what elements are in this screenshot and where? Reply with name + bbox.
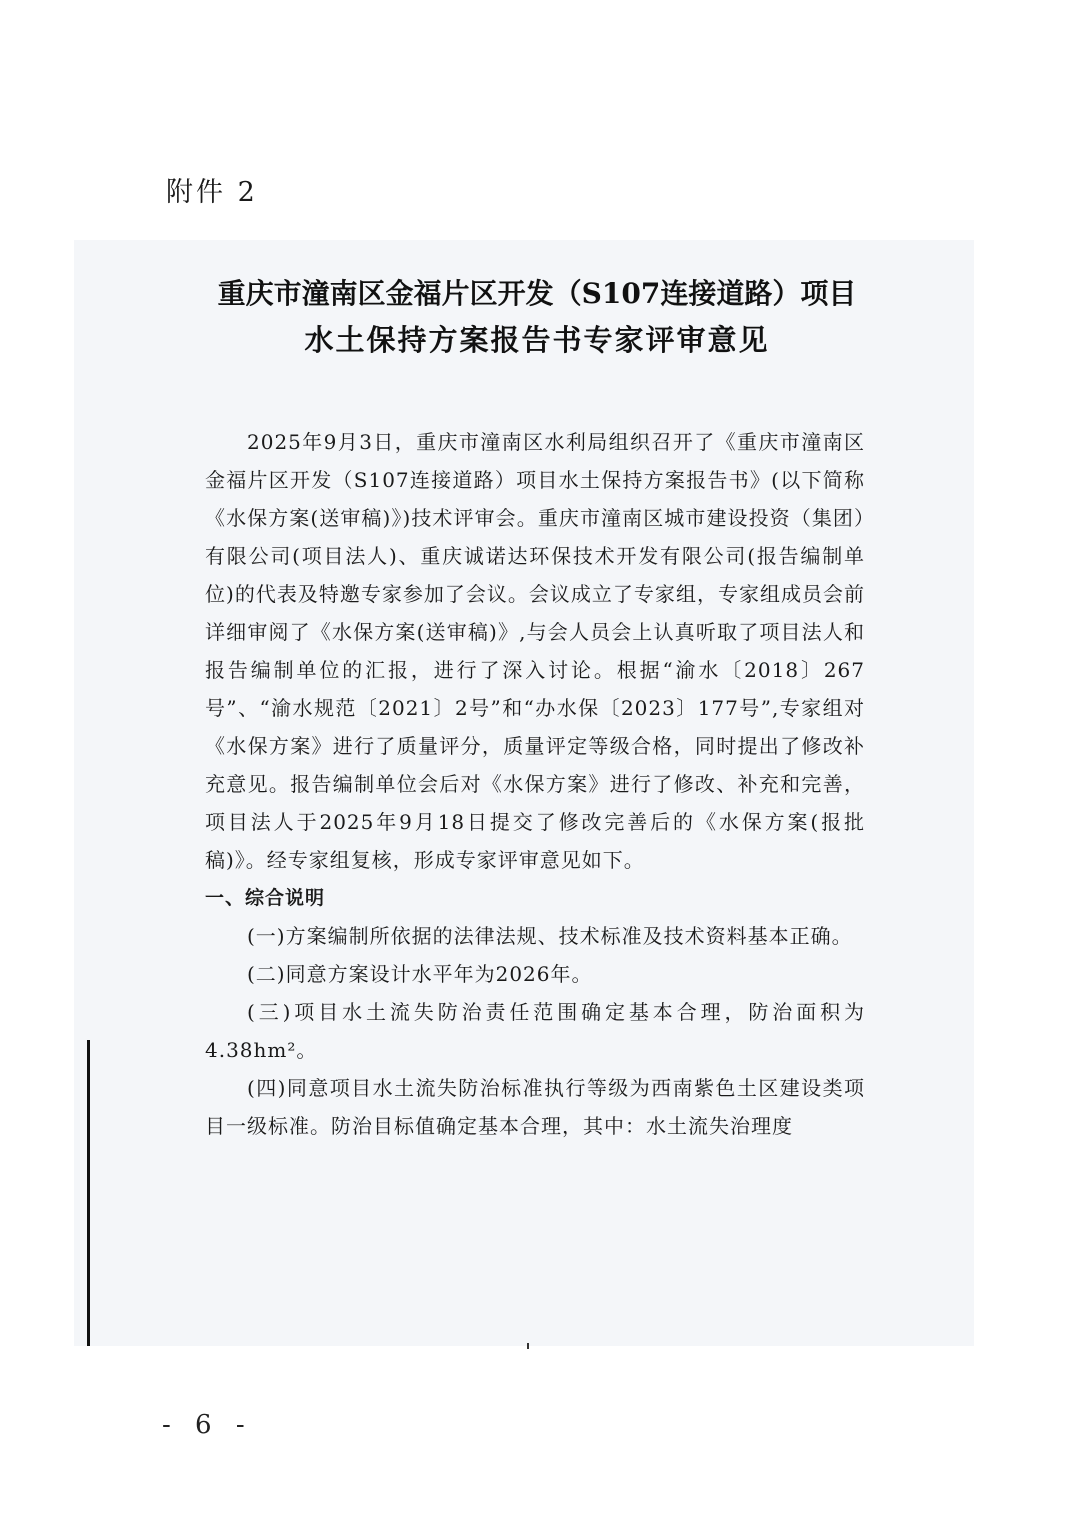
page-number: - 6 - [162,1410,253,1440]
document-title-line-1: 重庆市潼南区金福片区开发（S107连接道路）项目 [217,277,857,310]
section-item-4: (四)同意项目水土流失防治标准执行等级为西南紫色土区建设类项目一级标准。防治目标值确定基本合理，其中：水土流失治理度 [205,1076,865,1138]
scan-dot-mark [527,1343,529,1349]
section-heading-1: 一、综合说明 [205,887,326,909]
section-item-2: (二)同意方案设计水平年为2026年。 [247,962,593,986]
section-item-3: (三)项目水土流失防治责任范围确定基本合理，防治面积为4.38hm²。 [205,1000,865,1062]
document-body [205,423,865,1145]
document-title-line-2: 水土保持方案报告书专家评审意见 [304,323,770,357]
left-margin-rule [87,1040,90,1346]
intro-paragraph: 2025年9月3日，重庆市潼南区水利局组织召开了《重庆市潼南区金福片区开发（S107连接道路）项目水土保持方案报告书》(以下简称《水保方案(送审稿)》)技术评审会。重庆市潼南区城市建设投资（集团）有限公司(项目法人)、重庆诚诺达环保技术开发有限公司(报告编制单位)的代表及特邀专家参加了会议。会议成立了专家组，专家组成员会前详细审阅了《水保方案(送审稿)》,与会人员会上认真听取了项目法人和报告编制单位的汇报，进行了深入讨论。根据“渝水〔2018〕267号”、“渝水规范〔2021〕2号”和“办水保〔2023〕177号”,专家组对《水保方案》进行了质量评分，质量评定等级合格，同时提出了修改补充意见。报告编制单位会后对《水保方案》进行了修改、补充和完善，项目法人于2025年9月18日提交了修改完善后的《水保方案(报批稿)》。经专家组复核，形成专家评审意见如下。 [205,430,865,872]
section-item-1: (一)方案编制所依据的法律法规、技术标准及技术资料基本正确。 [247,924,853,948]
attachment-label: 附件 2 [166,177,258,208]
